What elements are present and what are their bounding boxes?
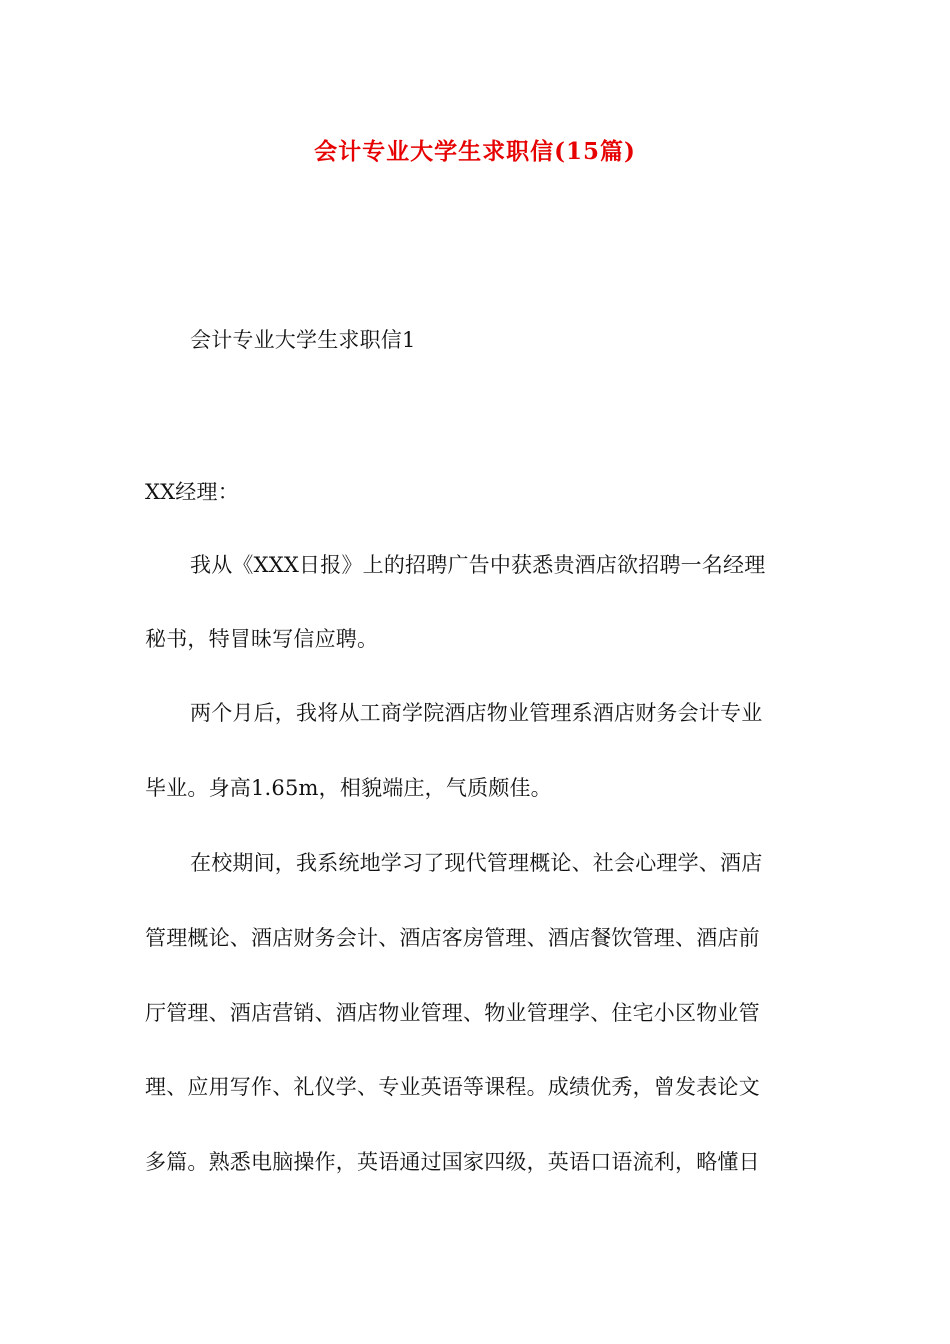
body-line-9: 多篇。熟悉电脑操作，英语通过国家四级，英语口语流利，略懂日 (145, 1150, 760, 1174)
body-line-4: 毕业。身高1.65m，相貌端庄，气质颇佳。 (145, 776, 552, 800)
body-line-3: 两个月后，我将从工商学院酒店物业管理系酒店财务会计专业 (190, 701, 763, 725)
body-line-5: 在校期间，我系统地学习了现代管理概论、社会心理学、酒店 (190, 851, 763, 875)
body-line-8: 理、应用写作、礼仪学、专业英语等课程。成绩优秀，曾发表论文 (145, 1075, 760, 1099)
body-line-2: 秘书，特冒昧写信应聘。 (145, 627, 379, 651)
salutation: XX经理： (145, 480, 239, 504)
body-line-1: 我从《XXX日报》上的招聘广告中获悉贵酒店欲招聘一名经理 (190, 553, 766, 577)
body-line-7: 厅管理、酒店营销、酒店物业管理、物业管理学、住宅小区物业管 (145, 1001, 760, 1025)
section-heading: 会计专业大学生求职信1 (190, 328, 416, 352)
body-line-6: 管理概论、酒店财务会计、酒店客房管理、酒店餐饮管理、酒店前 (145, 926, 760, 950)
document-title: 会计专业大学生求职信(15篇) (314, 138, 636, 165)
